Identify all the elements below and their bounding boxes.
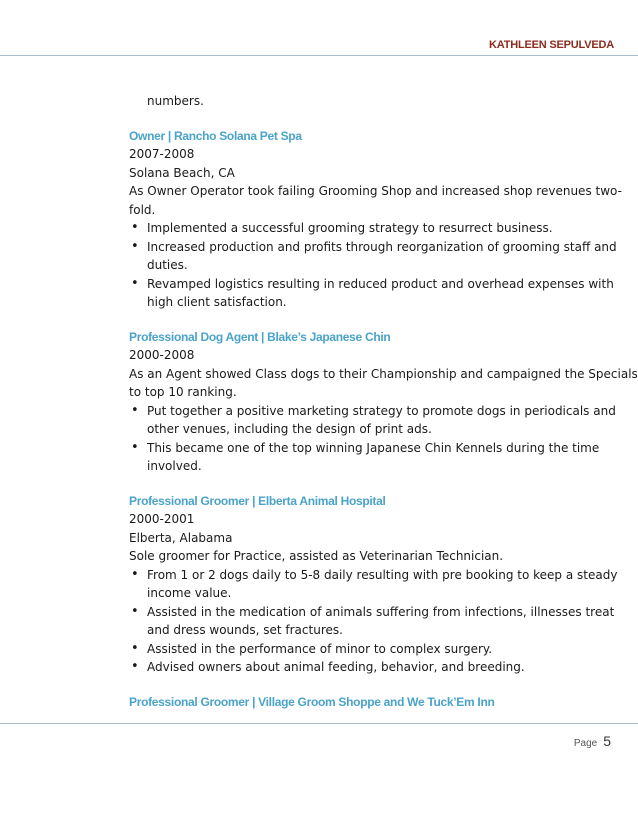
bullet-text: • Implemented a successful grooming strategy to resurrect business. [147, 221, 553, 235]
job-summary-line: As an Agent showed Class dogs to their Championship and campaigned the Specials [129, 366, 638, 381]
job-summary-line: to top 10 ranking. [129, 385, 237, 399]
bullet-text: • Advised owners about animal feeding, behavior, and breeding. [147, 660, 525, 674]
header-rule [0, 55, 638, 56]
job-summary-line: As Owner Operator took failing Grooming Shop and increased shop revenues two- [129, 184, 622, 198]
bullet-item [129, 640, 604, 659]
bullet-item [129, 275, 614, 312]
page-number: 5 [603, 733, 611, 749]
bullet-text: • Put together a positive marketing strategy to promote dogs in periodicals and [147, 403, 616, 418]
page-footer [574, 733, 611, 751]
bullet-text: income value. [147, 586, 232, 600]
bullet-text: • Assisted in the medication of animals suffering from infections, illnesses treat [147, 604, 615, 619]
bullet-item [129, 439, 604, 476]
job-dates: 2000-2001 [129, 512, 195, 526]
resume-content [129, 92, 638, 711]
bullet-item [129, 566, 618, 603]
job-bullets [129, 219, 617, 312]
job-summary-line: Sole groomer for Practice, assisted as Veterinarian Technician. [129, 549, 504, 563]
bullet-item [129, 603, 615, 640]
job-title-blakes-japanese-chin: Professional Dog Agent | Blake’s Japanese Chin [129, 329, 391, 344]
job-location: Elberta, Alabama [129, 530, 233, 545]
job-title-elberta-animal-hospital: Professional Groomer | Elberta Animal Hospital [129, 493, 386, 508]
page-label: Page [573, 738, 598, 749]
bullet-text: • Revamped logistics resulting in reduced product and overhead expenses with [147, 276, 614, 291]
job-title-village-groom-shoppe: Professional Groomer | Village Groom Shoppe and We Tuck’Em Inn [129, 694, 495, 709]
job-bullets [129, 566, 618, 677]
bullet-item [129, 658, 604, 677]
job-bullets [129, 402, 616, 476]
job-title-rancho-solana: Owner | Rancho Solana Pet Spa [129, 128, 302, 143]
bullet-text: and dress wounds, set fractures. [147, 623, 343, 637]
bullet-text: involved. [147, 459, 202, 473]
job-summary-line: fold. [129, 202, 156, 217]
header-name: KATHLEEN SEPULVEDA [489, 39, 614, 51]
bullet-text: • Increased production and profits through reorganization of grooming staff and [147, 239, 617, 254]
job-location: Solana Beach, CA [129, 165, 235, 180]
bullet-text: • Assisted in the performance of minor to complex surgery. [147, 641, 493, 656]
bullet-item [129, 219, 604, 238]
job-dates: 2000-2008 [129, 348, 195, 362]
bullet-item [129, 402, 616, 439]
bullet-text: • This became one of the top winning Japanese Chin Kennels during the time [147, 440, 600, 455]
footer-rule [0, 723, 638, 724]
continuation-text: numbers. [147, 94, 204, 108]
bullet-item [129, 238, 617, 275]
bullet-text: high client satisfaction. [147, 295, 287, 309]
bullet-text: duties. [147, 258, 188, 272]
job-dates: 2007-2008 [129, 147, 195, 161]
bullet-text: other venues, including the design of print ads. [147, 422, 432, 436]
bullet-text: • From 1 or 2 dogs daily to 5-8 daily resulting with pre booking to keep a steady [147, 567, 618, 582]
